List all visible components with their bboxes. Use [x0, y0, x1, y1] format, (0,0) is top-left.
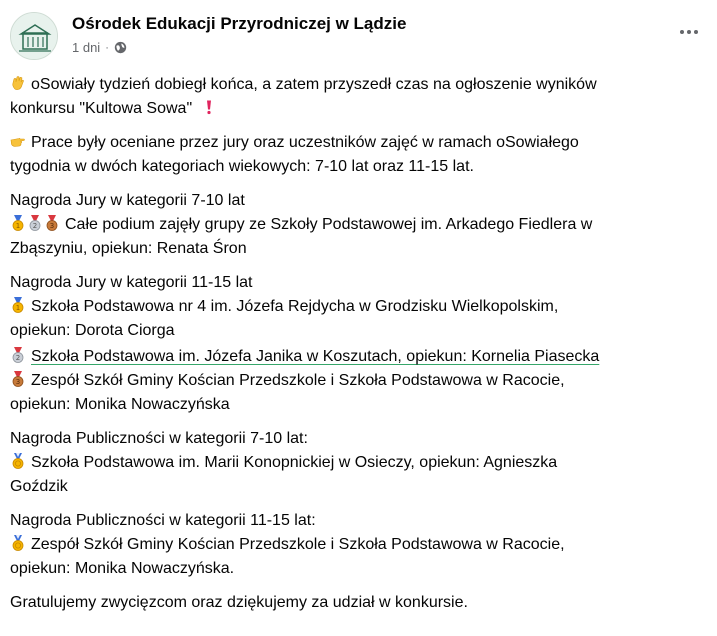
gold-medal-icon [10, 215, 26, 231]
red-exclamation-icon [201, 99, 217, 115]
jury-11-15-silver-line: Szkoła Podstawowa im. Józefa Janika w Koszutach, opiekun: Kornelia Piasecka [31, 348, 600, 365]
svg-text:3: 3 [15, 378, 21, 386]
public-7-10-line-2: Goździk [10, 478, 68, 495]
jury-7-10-title: Nagroda Jury w kategorii 7-10 lat [10, 192, 245, 209]
public-11-15-title: Nagroda Publiczności w kategorii 11-15 lat: [10, 512, 316, 529]
jury-7-10-section [10, 189, 700, 261]
waving-hand-icon [10, 75, 26, 91]
post-meta [72, 40, 127, 55]
jury-11-15-gold-line-1: Szkoła Podstawowa nr 4 im. Józefa Rejdycha w Grodzisku Wielkopolskim, [31, 298, 559, 315]
jury-11-15-bronze-line-1: Zespół Szkół Gminy Kościan Przedszkole i Szkoła Podstawowa w Racocie, [31, 372, 565, 389]
pointing-hand-icon [10, 133, 26, 149]
jury-11-15-gold-line-2: opiekun: Dorota Ciorga [10, 322, 175, 339]
jury-11-15-bronze-line-2: opiekun: Monika Nowaczyńska [10, 396, 230, 413]
post-body [10, 73, 700, 625]
page-name-link[interactable]: Ośrodek Edukacji Przyrodniczej w Lądzie [72, 14, 407, 33]
silver-medal-icon [10, 347, 26, 363]
page-avatar[interactable] [10, 12, 58, 60]
svg-text:2: 2 [15, 354, 21, 362]
gold-medal-icon [10, 297, 26, 313]
sports-medal-icon [10, 535, 26, 551]
intro-line-2: konkursu "Kultowa Sowa" [10, 100, 193, 117]
public-7-10-line-1: Szkoła Podstawowa im. Marii Konopnickiej w Osieczy, opiekun: Agnieszka [31, 454, 558, 471]
avatar-logo [11, 13, 58, 60]
svg-text:2: 2 [32, 222, 38, 230]
judging-paragraph [10, 131, 700, 179]
public-7-10-title: Nagroda Publiczności w kategorii 7-10 lat: [10, 430, 308, 447]
intro-paragraph [10, 73, 700, 121]
post-time-link[interactable]: 1 dni [72, 40, 101, 55]
jury-7-10-line-1: Całe podium zajęły grupy ze Szkoły Podstawowej im. Arkadego Fiedlera w [65, 216, 593, 233]
silver-medal-icon [27, 215, 43, 231]
bronze-medal-icon [44, 215, 60, 231]
intro-line-1: oSowiały tydzień dobiegł końca, a zatem przyszedł czas na ogłoszenie wyników [31, 76, 597, 93]
svg-text:3: 3 [49, 222, 55, 230]
svg-text:1: 1 [15, 304, 21, 312]
globe-icon[interactable] [114, 41, 127, 54]
judging-line-2: tygodnia w dwóch kategoriach wiekowych: 7-10 lat oraz 11-15 lat. [10, 158, 474, 175]
jury-7-10-line-2: Zbąszyniu, opiekun: Renata Śron [10, 240, 247, 257]
judging-line-1: Prace były oceniane przez jury oraz uczestników zajęć w ramach oSowiałego [31, 134, 579, 151]
public-11-15-line-1: Zespół Szkół Gminy Kościan Przedszkole i Szkoła Podstawowa w Racocie, [31, 536, 565, 553]
post-header [10, 12, 707, 62]
more-options-icon[interactable] [675, 22, 703, 42]
public-11-15-line-2: opiekun: Monika Nowaczyńska. [10, 560, 235, 577]
jury-11-15-section [10, 271, 700, 417]
svg-text:1: 1 [15, 222, 21, 230]
public-11-15-section [10, 509, 700, 581]
closing-line: Gratulujemy zwycięzcom oraz dziękujemy za udział w konkursie. [10, 594, 468, 611]
public-7-10-section [10, 427, 700, 499]
bronze-medal-icon [10, 371, 26, 387]
closing-paragraph [10, 591, 700, 615]
meta-separator: · [105, 41, 109, 54]
jury-11-15-title: Nagroda Jury w kategorii 11-15 lat [10, 274, 253, 291]
sports-medal-icon [10, 453, 26, 469]
